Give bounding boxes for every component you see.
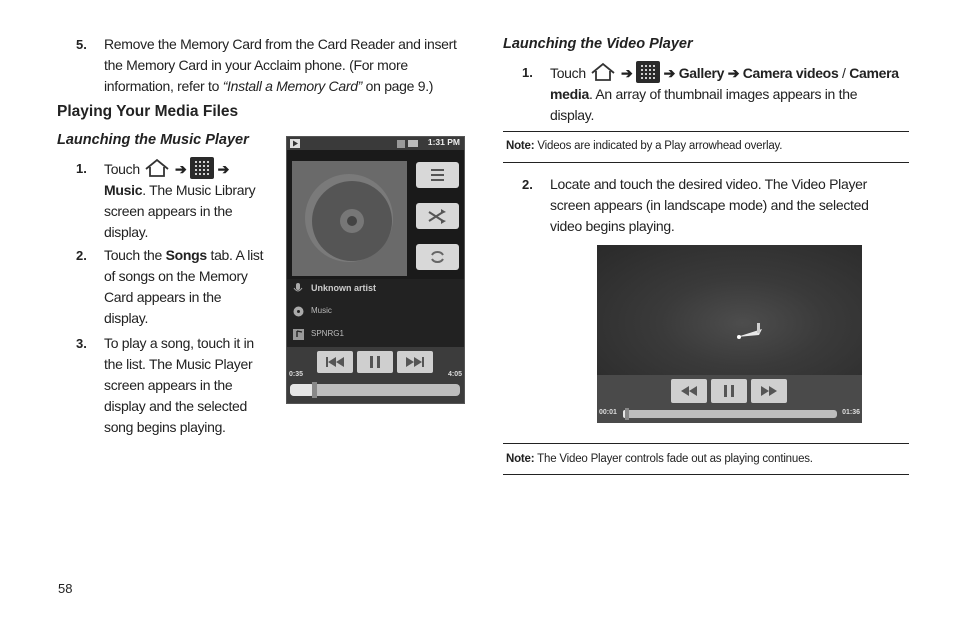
step-text: Card appears in the <box>104 289 222 305</box>
video-player-screenshot <box>597 245 862 423</box>
note-controls <box>506 453 813 465</box>
step-number: 2. <box>522 177 533 192</box>
total-time: 01:36 <box>842 409 860 416</box>
page-number: 58 <box>58 581 73 596</box>
music-label: Music <box>104 182 143 198</box>
step-text: Touch the <box>104 247 166 263</box>
cross-reference-link[interactable]: “Install a Memory Card” <box>222 78 363 94</box>
step-text: Remove the Memory Card from the Card Reader and insert <box>104 36 457 52</box>
step-text: Touch <box>104 161 140 177</box>
track-name: SPNRG1 <box>311 329 344 338</box>
step-number: 2. <box>76 248 87 263</box>
step-text: display. <box>104 224 149 240</box>
seek-bar[interactable] <box>290 384 460 396</box>
step-number: 1. <box>76 161 87 176</box>
step-text: display. <box>104 310 149 326</box>
arrow-icon: ➔ <box>621 65 633 81</box>
step-text: display. <box>550 107 595 123</box>
applications-icon <box>636 61 660 83</box>
note-divider <box>503 162 909 163</box>
step-text: / <box>838 65 850 81</box>
camera-videos-label: Camera videos <box>742 65 839 81</box>
step-text: screen appears in the <box>104 377 233 393</box>
step-text: To play a song, touch it in <box>104 335 254 351</box>
applications-icon <box>190 157 214 179</box>
rewind-icon <box>671 379 707 403</box>
status-time: 1:31 PM <box>427 137 460 147</box>
shuffle-icon <box>416 203 459 229</box>
repeat-button[interactable] <box>416 244 459 270</box>
gallery-label: Gallery <box>678 65 725 81</box>
track-info <box>287 279 464 347</box>
subsection-heading: Launching the Music Player <box>57 132 249 148</box>
note-divider <box>503 443 909 444</box>
next-button[interactable] <box>397 351 433 373</box>
step-text: screen appears in the <box>104 203 233 219</box>
subsection-heading: Launching the Video Player <box>503 36 693 52</box>
fast-forward-button[interactable] <box>751 379 787 403</box>
track-icon <box>293 329 304 340</box>
video-content <box>597 245 862 375</box>
play-status-icon <box>290 139 300 148</box>
album-name: Music <box>311 306 332 315</box>
pause-icon <box>357 351 393 373</box>
step-text: . An array of thumbnail images appears in the <box>588 86 858 102</box>
elapsed-time: 00:01 <box>599 409 617 416</box>
step-text: . The Music Library <box>142 182 256 198</box>
music-controls <box>287 347 464 403</box>
disc-icon <box>292 161 407 276</box>
arrow-icon: ➔ <box>175 161 187 177</box>
pause-button[interactable] <box>711 379 747 403</box>
step-number: 5. <box>76 37 87 52</box>
step-text: information, refer to <box>104 78 223 94</box>
note-text: Videos are indicated by a Play arrowhead overlay. <box>534 140 783 152</box>
repeat-icon <box>416 244 459 270</box>
arrow-icon: ➔ <box>663 65 676 81</box>
playlist-button[interactable] <box>416 162 459 188</box>
step-text: the list. The Music Player <box>104 356 253 372</box>
playlist-icon <box>416 162 459 188</box>
seek-bar-thumb[interactable] <box>312 382 317 398</box>
video-controls <box>597 375 862 423</box>
arrow-icon: ➔ <box>217 161 230 177</box>
note-text: The Video Player controls fade out as playing continues. <box>534 453 813 465</box>
note-label: Note: <box>506 140 535 152</box>
rewind-button[interactable] <box>671 379 707 403</box>
album-icon <box>293 306 304 317</box>
seek-bar-progress <box>290 384 314 396</box>
step-text: screen appears (in landscape mode) and the selected <box>550 197 869 213</box>
section-heading: Playing Your Media Files <box>57 103 239 120</box>
step-text: song begins playing. <box>104 419 226 435</box>
step-text: Touch <box>550 65 586 81</box>
step-text: on page 9.) <box>362 78 434 94</box>
step-number: 1. <box>522 65 533 80</box>
note-videos <box>506 140 782 152</box>
step-text: tab. A list <box>206 247 264 263</box>
shuffle-button[interactable] <box>416 203 459 229</box>
seek-bar-thumb[interactable] <box>625 408 629 420</box>
fast-forward-icon <box>751 379 787 403</box>
home-key-icon <box>589 62 617 82</box>
songs-label: Songs <box>165 247 207 263</box>
previous-button[interactable] <box>317 351 353 373</box>
pause-button[interactable] <box>357 351 393 373</box>
total-time: 4:05 <box>447 371 462 378</box>
artist-icon <box>293 283 303 294</box>
home-key-icon <box>143 158 171 178</box>
artist-name: Unknown artist <box>311 283 377 293</box>
signal-battery-icon <box>397 139 419 148</box>
note-divider <box>503 131 909 132</box>
elapsed-time: 0:35 <box>289 371 304 378</box>
pause-icon <box>711 379 747 403</box>
step-text: display and the selected <box>104 398 248 414</box>
step-text: of songs on the Memory <box>104 268 248 284</box>
step-text: video begins playing. <box>550 218 675 234</box>
arrow-icon: ➔ <box>727 65 740 81</box>
step-number: 3. <box>76 336 87 351</box>
seek-bar[interactable] <box>623 410 837 418</box>
note-divider <box>503 474 909 475</box>
step-text: the Memory Card in your Acclaim phone. (For more <box>104 57 408 73</box>
media-label: media <box>550 86 589 102</box>
music-player-screenshot <box>286 136 465 404</box>
status-bar <box>287 137 464 150</box>
note-label: Note: <box>506 453 535 465</box>
video-frame <box>597 245 862 375</box>
previous-icon <box>317 351 353 373</box>
next-icon <box>397 351 433 373</box>
album-art <box>292 161 407 276</box>
step-text: Locate and touch the desired video. The Video Player <box>550 176 868 192</box>
camera-label: Camera <box>849 65 899 81</box>
